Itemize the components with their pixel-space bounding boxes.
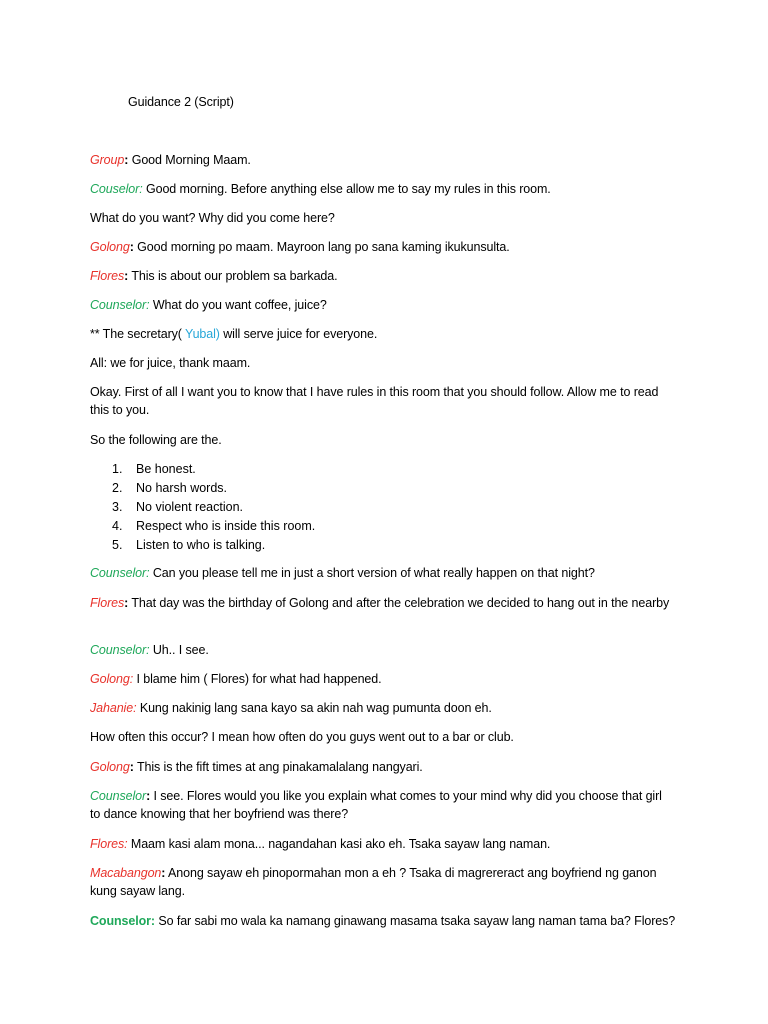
script-line	[90, 267, 338, 285]
document-title: Guidance 2 (Script)	[128, 95, 234, 109]
speaker-colon: :	[124, 153, 129, 167]
script-paragraph	[90, 864, 670, 900]
line-text: What do you want? Why did you come here?	[90, 211, 335, 225]
speaker-colon: :	[124, 269, 129, 283]
list-number: 2.	[112, 481, 123, 495]
speaker-name: Macabangon	[90, 866, 162, 880]
list-number: 3.	[112, 500, 123, 514]
script-paragraph	[90, 594, 670, 612]
line-text: will serve juice for everyone.	[219, 327, 378, 341]
script-line	[90, 209, 335, 227]
line-text: Good morning po maam. Mayroon lang po sana kaming ikukunsulta.	[133, 240, 510, 254]
script-line	[90, 296, 327, 314]
speaker-name: Counselor:	[90, 566, 150, 580]
line-text: This is about our problem sa barkada.	[128, 269, 338, 283]
line-text: Good Morning Maam.	[128, 153, 251, 167]
list-text: No violent reaction.	[136, 500, 244, 514]
speaker-name: Counselor:	[90, 643, 150, 657]
list-item	[90, 479, 315, 498]
script-line	[90, 354, 250, 372]
speaker-colon: :	[161, 866, 166, 880]
script-line	[90, 758, 423, 776]
line-text: So the following are the.	[90, 433, 222, 447]
line-text: So far sabi mo wala ka namang ginawang masama tsaka sayaw lang naman tama ba? Flores?	[154, 914, 676, 928]
speaker-colon: :	[129, 240, 134, 254]
list-number: 4.	[112, 519, 123, 533]
list-item	[90, 498, 315, 517]
speaker-colon: :	[124, 596, 129, 610]
speaker-name: Flores	[90, 596, 125, 610]
line-text: Uh.. I see.	[149, 643, 209, 657]
speaker-name: Counselor:	[90, 914, 155, 928]
line-text: This is the fift times at ang pinakamalalang nangyari.	[133, 760, 423, 774]
line-text: I blame him ( Flores) for what had happened.	[133, 672, 382, 686]
script-line	[90, 912, 675, 930]
line-text: Kung nakinig lang sana kayo sa akin nah wag pumunta doon eh.	[136, 701, 492, 715]
speaker-name: Couselor:	[90, 182, 143, 196]
script-line	[90, 641, 209, 659]
line-text: Anong sayaw eh pinopormahan mon a eh ? Tsaka di magrereract ang boyfriend ng ganon kung sayaw lang.	[90, 866, 657, 898]
script-line	[90, 151, 251, 169]
speaker-name: Golong	[90, 760, 130, 774]
line-text: ** The secretary(	[90, 327, 186, 341]
list-number: 5.	[112, 538, 123, 552]
script-line	[90, 670, 382, 688]
speaker-name: Golong:	[90, 672, 134, 686]
speaker-name: Counselor	[90, 789, 147, 803]
line-text: Maam kasi alam mona... nagandahan kasi ako eh. Tsaka sayaw lang naman.	[127, 837, 551, 851]
speaker-name: Flores:	[90, 837, 128, 851]
line-text: Good morning. Before anything else allow me to say my rules in this room.	[142, 182, 551, 196]
script-paragraph	[90, 787, 670, 823]
line-text: All: we for juice, thank maam.	[90, 356, 251, 370]
script-line	[90, 699, 492, 717]
script-line	[90, 180, 551, 198]
speaker-name: Counselor:	[90, 298, 150, 312]
list-text: Be honest.	[136, 462, 196, 476]
speaker-colon: :	[129, 760, 134, 774]
line-text: That day was the birthday of Golong and after the celebration we decided to hang out in the nearby	[128, 596, 670, 610]
list-item	[90, 460, 315, 479]
script-line	[90, 835, 550, 853]
list-text: Respect who is inside this room.	[136, 519, 316, 533]
speaker-name: Jahanie:	[90, 701, 137, 715]
secretary-name: Yubal)	[185, 327, 220, 341]
line-text: I see. Flores would you like you explain what comes to your mind why did you choose that girl to dance knowing that her boyfriend was there?	[90, 789, 662, 821]
script-line	[90, 564, 595, 582]
rules-list	[90, 460, 315, 555]
speaker-colon: :	[146, 789, 151, 803]
list-item	[90, 536, 315, 555]
script-line	[90, 238, 510, 256]
script-line	[90, 728, 514, 746]
line-text: How often this occur? I mean how often do you guys went out to a bar or club.	[90, 730, 514, 744]
list-text: Listen to who is talking.	[136, 538, 266, 552]
script-paragraph: Okay. First of all I want you to know that I have rules in this room that you should follow. Allow me to read this to you.	[90, 385, 659, 417]
script-line	[90, 325, 377, 343]
list-item	[90, 517, 315, 536]
list-text: No harsh words.	[136, 481, 228, 495]
speaker-name: Golong	[90, 240, 130, 254]
line-text: Can you please tell me in just a short version of what really happen on that night?	[149, 566, 595, 580]
list-number: 1.	[112, 462, 123, 476]
speaker-name: Group	[90, 153, 125, 167]
script-line	[90, 431, 222, 449]
line-text: What do you want coffee, juice?	[149, 298, 327, 312]
speaker-name: Flores	[90, 269, 125, 283]
